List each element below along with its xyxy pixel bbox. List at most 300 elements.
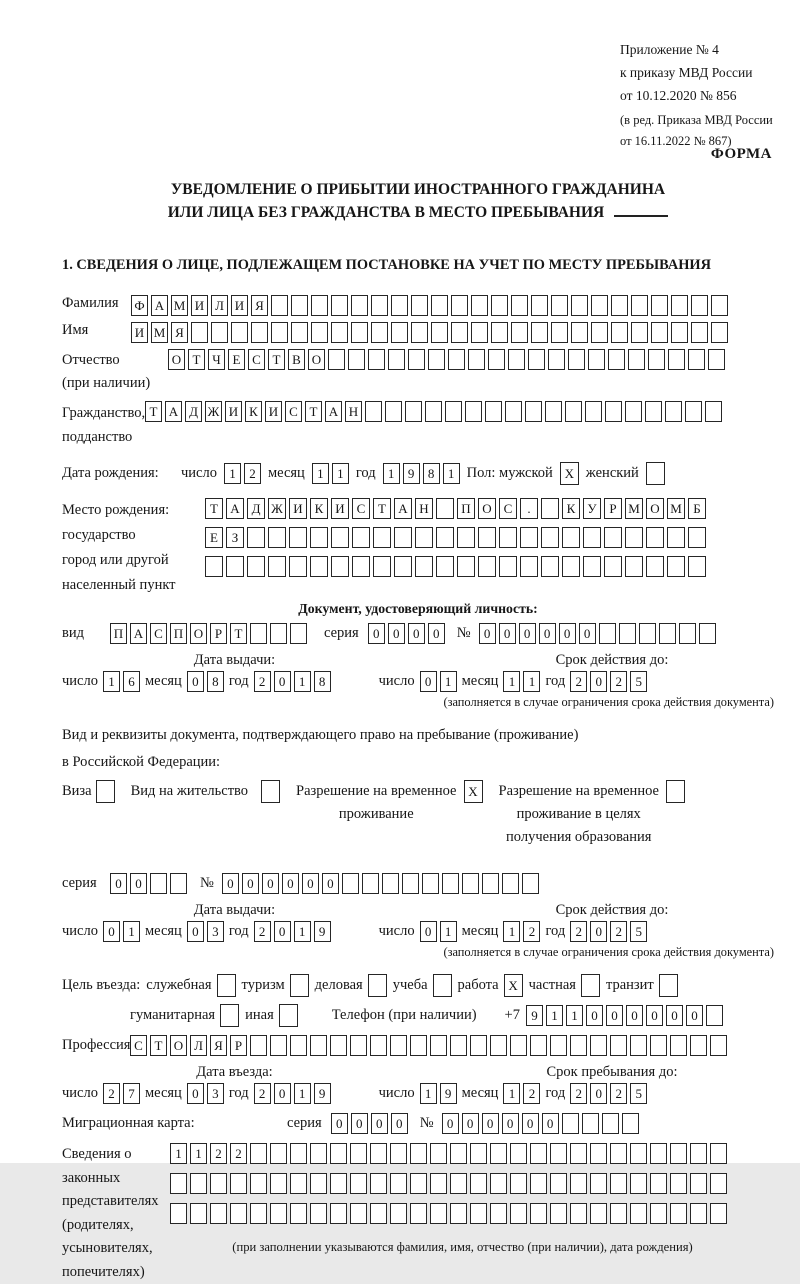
char-cell[interactable]: [565, 401, 582, 422]
char-cell[interactable]: 0: [408, 623, 425, 644]
char-cell[interactable]: М: [171, 295, 188, 316]
char-cell[interactable]: 0: [187, 671, 204, 692]
char-cell[interactable]: [688, 527, 706, 548]
char-cell[interactable]: А: [151, 295, 168, 316]
char-cell[interactable]: 5: [630, 671, 647, 692]
char-cell[interactable]: [433, 974, 452, 997]
char-cell[interactable]: [373, 527, 391, 548]
char-cell[interactable]: 0: [519, 623, 536, 644]
char-cell[interactable]: [290, 623, 307, 644]
char-cell[interactable]: [611, 322, 628, 343]
char-cell[interactable]: [436, 556, 454, 577]
char-cell[interactable]: [505, 401, 522, 422]
char-cell[interactable]: [442, 873, 459, 894]
char-cell[interactable]: И: [131, 322, 148, 343]
char-cell[interactable]: [650, 1143, 667, 1164]
char-cell[interactable]: Я: [171, 322, 188, 343]
char-cell[interactable]: [710, 1143, 727, 1164]
char-cell[interactable]: [430, 1173, 447, 1194]
char-cell[interactable]: 2: [254, 921, 271, 942]
char-cell[interactable]: 2: [230, 1143, 247, 1164]
char-cell[interactable]: [210, 1203, 227, 1224]
char-cell[interactable]: [708, 349, 725, 370]
char-cell[interactable]: Т: [205, 498, 223, 519]
char-cell[interactable]: П: [110, 623, 127, 644]
char-cell[interactable]: [279, 1004, 298, 1027]
char-cell[interactable]: [382, 873, 399, 894]
char-cell[interactable]: 0: [442, 1113, 459, 1134]
char-cell[interactable]: [250, 1203, 267, 1224]
char-cell[interactable]: [310, 556, 328, 577]
char-cell[interactable]: [604, 556, 622, 577]
char-cell[interactable]: [583, 527, 601, 548]
char-cell[interactable]: Ч: [208, 349, 225, 370]
char-cell[interactable]: [639, 623, 656, 644]
char-cell[interactable]: [667, 556, 685, 577]
char-cell[interactable]: [217, 974, 236, 997]
char-cell[interactable]: [690, 1143, 707, 1164]
char-cell[interactable]: Д: [185, 401, 202, 422]
char-cell[interactable]: [468, 349, 485, 370]
char-cell[interactable]: [610, 1143, 627, 1164]
char-cell[interactable]: [471, 322, 488, 343]
char-cell[interactable]: [490, 1173, 507, 1194]
char-cell[interactable]: Я: [210, 1035, 227, 1056]
char-cell[interactable]: [450, 1035, 467, 1056]
char-cell[interactable]: [490, 1035, 507, 1056]
char-cell[interactable]: [270, 1143, 287, 1164]
char-cell[interactable]: 0: [606, 1005, 623, 1026]
char-cell[interactable]: .: [520, 498, 538, 519]
char-cell[interactable]: [541, 527, 559, 548]
char-cell[interactable]: 8: [423, 463, 440, 484]
char-cell[interactable]: [531, 295, 548, 316]
char-cell[interactable]: 0: [420, 921, 437, 942]
char-cell[interactable]: 9: [314, 921, 331, 942]
char-cell[interactable]: [170, 1173, 187, 1194]
char-cell[interactable]: [646, 527, 664, 548]
char-cell[interactable]: [230, 1203, 247, 1224]
char-cell[interactable]: 0: [262, 873, 279, 894]
char-cell[interactable]: [251, 322, 268, 343]
char-cell[interactable]: [570, 1203, 587, 1224]
char-cell[interactable]: [410, 1203, 427, 1224]
char-cell[interactable]: [436, 527, 454, 548]
char-cell[interactable]: 2: [610, 921, 627, 942]
char-cell[interactable]: С: [352, 498, 370, 519]
char-cell[interactable]: [261, 780, 280, 803]
char-cell[interactable]: [371, 322, 388, 343]
char-cell[interactable]: [706, 1005, 723, 1026]
char-cell[interactable]: [631, 322, 648, 343]
char-cell[interactable]: [530, 1143, 547, 1164]
char-cell[interactable]: [268, 556, 286, 577]
char-cell[interactable]: [457, 527, 475, 548]
char-cell[interactable]: [150, 873, 167, 894]
char-cell[interactable]: С: [499, 498, 517, 519]
char-cell[interactable]: [348, 349, 365, 370]
char-cell[interactable]: [619, 623, 636, 644]
char-cell[interactable]: [342, 873, 359, 894]
char-cell[interactable]: 1: [294, 671, 311, 692]
char-cell[interactable]: И: [231, 295, 248, 316]
char-cell[interactable]: [226, 556, 244, 577]
char-cell[interactable]: [650, 1035, 667, 1056]
char-cell[interactable]: [425, 401, 442, 422]
char-cell[interactable]: [331, 556, 349, 577]
char-cell[interactable]: [422, 873, 439, 894]
char-cell[interactable]: [685, 401, 702, 422]
char-cell[interactable]: 3: [207, 921, 224, 942]
char-cell[interactable]: [371, 295, 388, 316]
char-cell[interactable]: П: [170, 623, 187, 644]
char-cell[interactable]: [582, 1113, 599, 1134]
char-cell[interactable]: 0: [322, 873, 339, 894]
char-cell[interactable]: [530, 1203, 547, 1224]
char-cell[interactable]: [671, 295, 688, 316]
char-cell[interactable]: [96, 780, 115, 803]
char-cell[interactable]: [290, 974, 309, 997]
char-cell[interactable]: 1: [440, 921, 457, 942]
char-cell[interactable]: 1: [420, 1083, 437, 1104]
char-cell[interactable]: [646, 462, 665, 485]
char-cell[interactable]: 1: [503, 671, 520, 692]
char-cell[interactable]: [391, 295, 408, 316]
char-cell[interactable]: [625, 527, 643, 548]
char-cell[interactable]: 1: [503, 1083, 520, 1104]
char-cell[interactable]: [250, 623, 267, 644]
char-cell[interactable]: А: [130, 623, 147, 644]
char-cell[interactable]: [711, 295, 728, 316]
char-cell[interactable]: 0: [302, 873, 319, 894]
char-cell[interactable]: 2: [254, 1083, 271, 1104]
char-cell[interactable]: [710, 1035, 727, 1056]
char-cell[interactable]: [646, 556, 664, 577]
char-cell[interactable]: [531, 322, 548, 343]
char-cell[interactable]: [625, 401, 642, 422]
char-cell[interactable]: [571, 295, 588, 316]
char-cell[interactable]: [385, 401, 402, 422]
char-cell[interactable]: [630, 1143, 647, 1164]
char-cell[interactable]: Б: [688, 498, 706, 519]
char-cell[interactable]: [362, 873, 379, 894]
char-cell[interactable]: [268, 527, 286, 548]
char-cell[interactable]: [611, 295, 628, 316]
char-cell[interactable]: [628, 349, 645, 370]
char-cell[interactable]: [351, 295, 368, 316]
char-cell[interactable]: [667, 527, 685, 548]
char-cell[interactable]: 2: [523, 921, 540, 942]
char-cell[interactable]: X: [504, 974, 523, 997]
char-cell[interactable]: [490, 1203, 507, 1224]
char-cell[interactable]: М: [625, 498, 643, 519]
char-cell[interactable]: 8: [207, 671, 224, 692]
char-cell[interactable]: [210, 1173, 227, 1194]
char-cell[interactable]: [205, 556, 223, 577]
char-cell[interactable]: [394, 556, 412, 577]
char-cell[interactable]: [390, 1035, 407, 1056]
char-cell[interactable]: [450, 1143, 467, 1164]
char-cell[interactable]: [430, 1143, 447, 1164]
char-cell[interactable]: [431, 322, 448, 343]
char-cell[interactable]: [370, 1203, 387, 1224]
char-cell[interactable]: 2: [523, 1083, 540, 1104]
char-cell[interactable]: Т: [373, 498, 391, 519]
char-cell[interactable]: [170, 1203, 187, 1224]
char-cell[interactable]: 0: [110, 873, 127, 894]
char-cell[interactable]: [450, 1173, 467, 1194]
char-cell[interactable]: [485, 401, 502, 422]
char-cell[interactable]: [550, 1143, 567, 1164]
char-cell[interactable]: Н: [345, 401, 362, 422]
char-cell[interactable]: 0: [559, 623, 576, 644]
char-cell[interactable]: [445, 401, 462, 422]
char-cell[interactable]: А: [394, 498, 412, 519]
char-cell[interactable]: [405, 401, 422, 422]
char-cell[interactable]: 0: [274, 921, 291, 942]
char-cell[interactable]: [470, 1143, 487, 1164]
char-cell[interactable]: [659, 623, 676, 644]
char-cell[interactable]: [666, 780, 685, 803]
char-cell[interactable]: [590, 1143, 607, 1164]
char-cell[interactable]: [608, 349, 625, 370]
char-cell[interactable]: [270, 1173, 287, 1194]
char-cell[interactable]: [610, 1173, 627, 1194]
char-cell[interactable]: 0: [479, 623, 496, 644]
char-cell[interactable]: 2: [103, 1083, 120, 1104]
char-cell[interactable]: 0: [522, 1113, 539, 1134]
char-cell[interactable]: [545, 401, 562, 422]
char-cell[interactable]: [411, 295, 428, 316]
char-cell[interactable]: [390, 1203, 407, 1224]
char-cell[interactable]: [650, 1173, 667, 1194]
char-cell[interactable]: [562, 1113, 579, 1134]
char-cell[interactable]: 0: [646, 1005, 663, 1026]
char-cell[interactable]: [630, 1035, 647, 1056]
char-cell[interactable]: [583, 556, 601, 577]
char-cell[interactable]: [247, 556, 265, 577]
char-cell[interactable]: [410, 1035, 427, 1056]
char-cell[interactable]: [525, 401, 542, 422]
char-cell[interactable]: 1: [294, 1083, 311, 1104]
char-cell[interactable]: Л: [211, 295, 228, 316]
char-cell[interactable]: [625, 556, 643, 577]
char-cell[interactable]: С: [248, 349, 265, 370]
char-cell[interactable]: 6: [123, 671, 140, 692]
char-cell[interactable]: [551, 295, 568, 316]
char-cell[interactable]: 7: [123, 1083, 140, 1104]
char-cell[interactable]: [170, 873, 187, 894]
char-cell[interactable]: [630, 1203, 647, 1224]
char-cell[interactable]: [370, 1143, 387, 1164]
char-cell[interactable]: Я: [251, 295, 268, 316]
char-cell[interactable]: [310, 1143, 327, 1164]
char-cell[interactable]: [645, 401, 662, 422]
char-cell[interactable]: Ж: [205, 401, 222, 422]
char-cell[interactable]: [570, 1143, 587, 1164]
char-cell[interactable]: [710, 1203, 727, 1224]
char-cell[interactable]: [550, 1173, 567, 1194]
char-cell[interactable]: 1: [443, 463, 460, 484]
char-cell[interactable]: 0: [428, 623, 445, 644]
char-cell[interactable]: [365, 401, 382, 422]
char-cell[interactable]: [350, 1203, 367, 1224]
char-cell[interactable]: 0: [222, 873, 239, 894]
char-cell[interactable]: 0: [539, 623, 556, 644]
char-cell[interactable]: 1: [523, 671, 540, 692]
char-cell[interactable]: [330, 1035, 347, 1056]
char-cell[interactable]: X: [560, 462, 579, 485]
char-cell[interactable]: 2: [610, 671, 627, 692]
char-cell[interactable]: [311, 322, 328, 343]
char-cell[interactable]: [510, 1203, 527, 1224]
char-cell[interactable]: [448, 349, 465, 370]
char-cell[interactable]: 1: [170, 1143, 187, 1164]
char-cell[interactable]: 0: [351, 1113, 368, 1134]
char-cell[interactable]: 0: [368, 623, 385, 644]
char-cell[interactable]: [250, 1143, 267, 1164]
char-cell[interactable]: [610, 1203, 627, 1224]
char-cell[interactable]: 0: [388, 623, 405, 644]
char-cell[interactable]: [311, 295, 328, 316]
char-cell[interactable]: 1: [503, 921, 520, 942]
char-cell[interactable]: [388, 349, 405, 370]
char-cell[interactable]: 0: [420, 671, 437, 692]
char-cell[interactable]: [510, 1143, 527, 1164]
char-cell[interactable]: А: [165, 401, 182, 422]
char-cell[interactable]: И: [265, 401, 282, 422]
char-cell[interactable]: Р: [230, 1035, 247, 1056]
char-cell[interactable]: 2: [570, 921, 587, 942]
char-cell[interactable]: П: [457, 498, 475, 519]
char-cell[interactable]: О: [190, 623, 207, 644]
char-cell[interactable]: [451, 322, 468, 343]
char-cell[interactable]: 0: [502, 1113, 519, 1134]
char-cell[interactable]: [465, 401, 482, 422]
char-cell[interactable]: [651, 295, 668, 316]
char-cell[interactable]: 0: [542, 1113, 559, 1134]
char-cell[interactable]: 0: [274, 1083, 291, 1104]
char-cell[interactable]: [330, 1143, 347, 1164]
char-cell[interactable]: Т: [230, 623, 247, 644]
char-cell[interactable]: [588, 349, 605, 370]
char-cell[interactable]: [368, 974, 387, 997]
char-cell[interactable]: [351, 322, 368, 343]
char-cell[interactable]: [328, 349, 345, 370]
char-cell[interactable]: 1: [123, 921, 140, 942]
char-cell[interactable]: Т: [150, 1035, 167, 1056]
char-cell[interactable]: 5: [630, 921, 647, 942]
char-cell[interactable]: 0: [103, 921, 120, 942]
char-cell[interactable]: [650, 1203, 667, 1224]
char-cell[interactable]: 0: [242, 873, 259, 894]
char-cell[interactable]: 5: [630, 1083, 647, 1104]
char-cell[interactable]: [220, 1004, 239, 1027]
char-cell[interactable]: 0: [586, 1005, 603, 1026]
char-cell[interactable]: [688, 349, 705, 370]
char-cell[interactable]: [590, 1173, 607, 1194]
char-cell[interactable]: 1: [312, 463, 329, 484]
char-cell[interactable]: [291, 295, 308, 316]
char-cell[interactable]: [499, 527, 517, 548]
char-cell[interactable]: 1: [224, 463, 241, 484]
char-cell[interactable]: 2: [254, 671, 271, 692]
char-cell[interactable]: [330, 1173, 347, 1194]
char-cell[interactable]: [591, 322, 608, 343]
char-cell[interactable]: [415, 527, 433, 548]
char-cell[interactable]: Л: [190, 1035, 207, 1056]
char-cell[interactable]: [415, 556, 433, 577]
char-cell[interactable]: 0: [130, 873, 147, 894]
char-cell[interactable]: О: [646, 498, 664, 519]
char-cell[interactable]: [470, 1203, 487, 1224]
char-cell[interactable]: [491, 322, 508, 343]
char-cell[interactable]: [271, 295, 288, 316]
char-cell[interactable]: [591, 295, 608, 316]
char-cell[interactable]: [520, 527, 538, 548]
char-cell[interactable]: [610, 1035, 627, 1056]
char-cell[interactable]: [510, 1173, 527, 1194]
char-cell[interactable]: [451, 295, 468, 316]
char-cell[interactable]: 0: [590, 921, 607, 942]
char-cell[interactable]: [291, 322, 308, 343]
char-cell[interactable]: [581, 974, 600, 997]
char-cell[interactable]: 0: [686, 1005, 703, 1026]
char-cell[interactable]: [231, 322, 248, 343]
char-cell[interactable]: [630, 1173, 647, 1194]
char-cell[interactable]: 2: [610, 1083, 627, 1104]
char-cell[interactable]: [648, 349, 665, 370]
char-cell[interactable]: С: [150, 623, 167, 644]
char-cell[interactable]: [699, 623, 716, 644]
char-cell[interactable]: [370, 1035, 387, 1056]
char-cell[interactable]: М: [667, 498, 685, 519]
char-cell[interactable]: [310, 527, 328, 548]
char-cell[interactable]: [562, 556, 580, 577]
char-cell[interactable]: И: [225, 401, 242, 422]
char-cell[interactable]: [352, 527, 370, 548]
char-cell[interactable]: [599, 623, 616, 644]
char-cell[interactable]: 2: [570, 1083, 587, 1104]
char-cell[interactable]: [548, 349, 565, 370]
char-cell[interactable]: [310, 1173, 327, 1194]
char-cell[interactable]: [471, 295, 488, 316]
char-cell[interactable]: 0: [462, 1113, 479, 1134]
char-cell[interactable]: [436, 498, 454, 519]
char-cell[interactable]: [271, 322, 288, 343]
char-cell[interactable]: Т: [305, 401, 322, 422]
char-cell[interactable]: 0: [187, 921, 204, 942]
char-cell[interactable]: С: [130, 1035, 147, 1056]
char-cell[interactable]: К: [310, 498, 328, 519]
char-cell[interactable]: [502, 873, 519, 894]
char-cell[interactable]: [211, 322, 228, 343]
char-cell[interactable]: [331, 527, 349, 548]
char-cell[interactable]: 0: [371, 1113, 388, 1134]
char-cell[interactable]: [705, 401, 722, 422]
char-cell[interactable]: [270, 623, 287, 644]
char-cell[interactable]: Ж: [268, 498, 286, 519]
char-cell[interactable]: [373, 556, 391, 577]
char-cell[interactable]: [290, 1035, 307, 1056]
char-cell[interactable]: [568, 349, 585, 370]
char-cell[interactable]: О: [168, 349, 185, 370]
char-cell[interactable]: [390, 1173, 407, 1194]
char-cell[interactable]: 0: [626, 1005, 643, 1026]
char-cell[interactable]: 0: [666, 1005, 683, 1026]
char-cell[interactable]: [499, 556, 517, 577]
char-cell[interactable]: [711, 322, 728, 343]
